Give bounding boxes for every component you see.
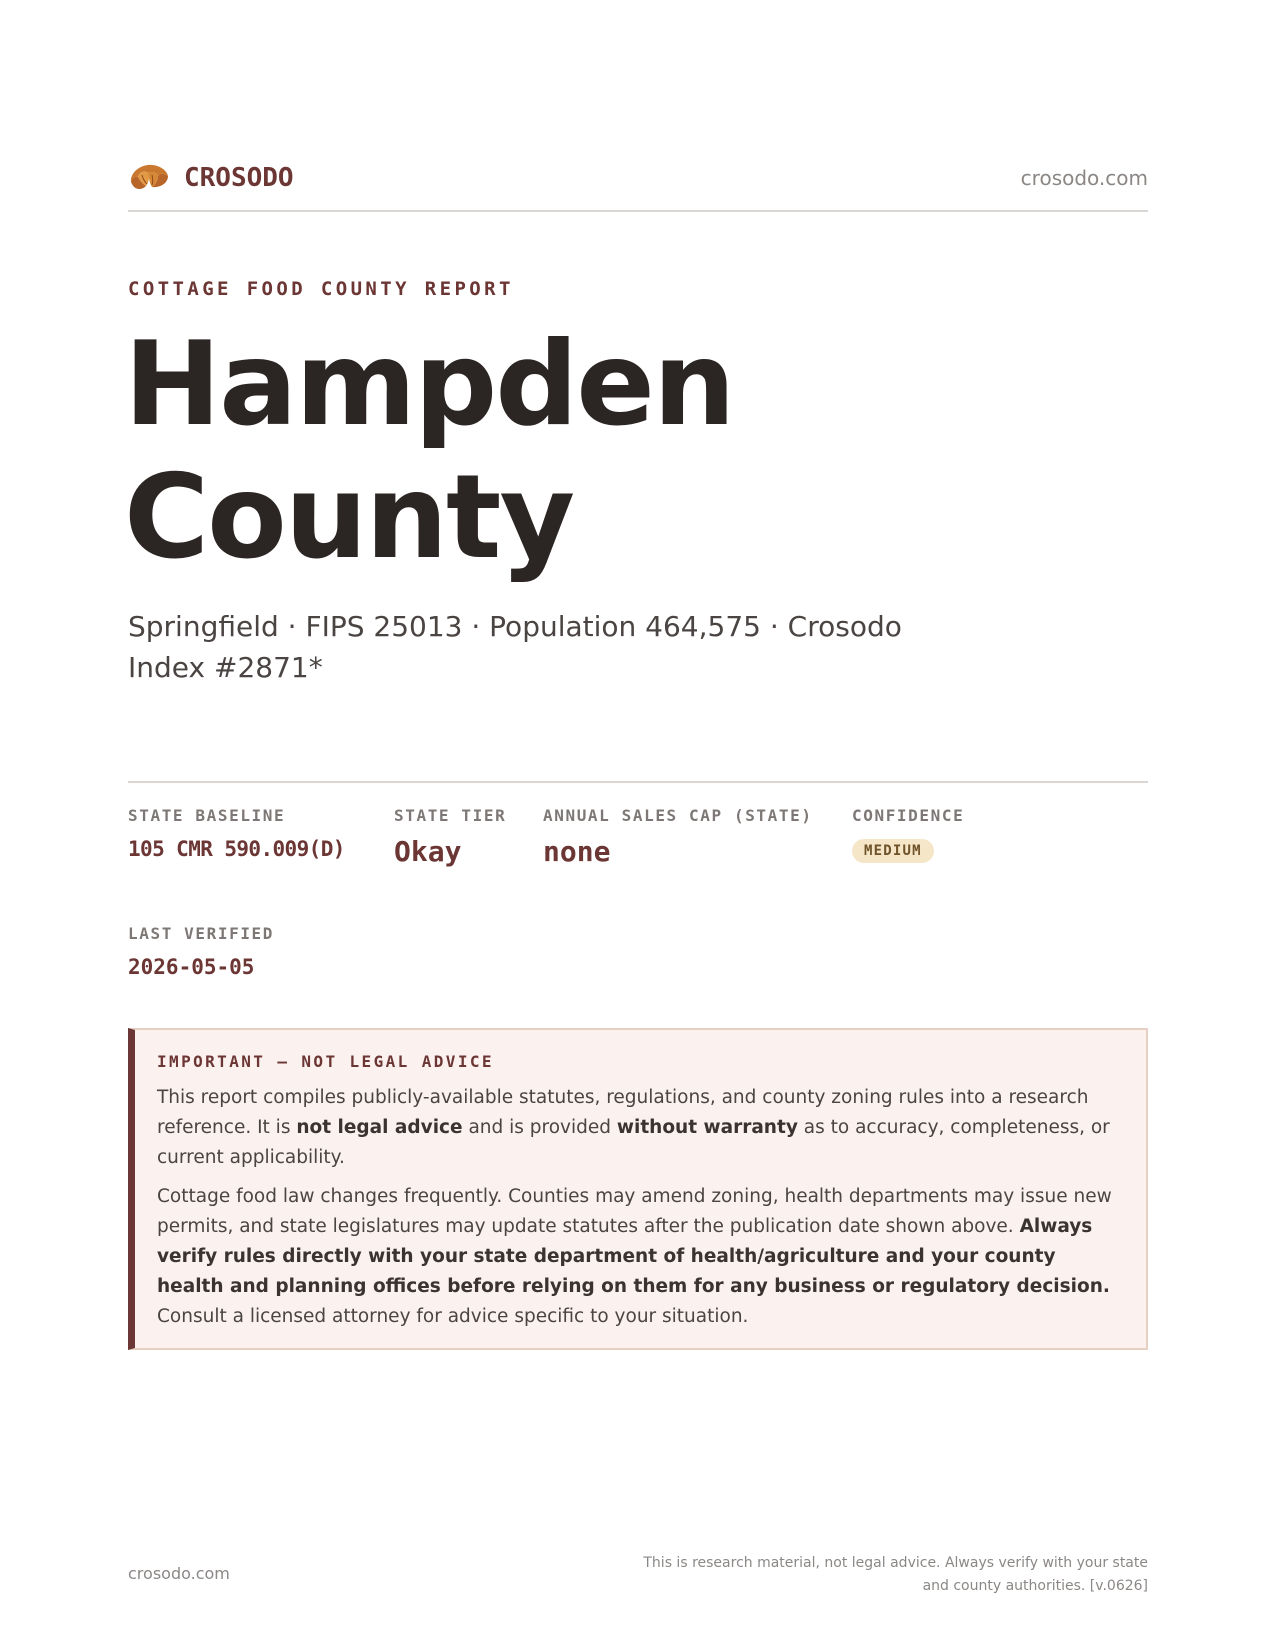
fact-value: 105 CMR 590.009(D) [128,837,345,861]
fact-label: STATE BASELINE [128,806,286,825]
fact-label: CONFIDENCE [852,806,965,825]
fact-value: Okay [394,835,462,868]
fact-state-baseline [128,806,345,861]
fact-state-tier [394,806,506,868]
notice-text: Consult a licensed attorney for advice specific to your situation. [157,1306,749,1327]
fact-value: 2026-05-05 [128,955,255,979]
croissant-icon [128,160,170,196]
notice-text: as to accuracy, completeness, or current applicability. [157,1117,1110,1168]
notice-emphasis: not legal advice [296,1117,463,1138]
county-subline: Springfield · FIPS 25013 · Population 464,575 · Crosodo Index #2871* [128,610,902,684]
fact-last-verified [128,924,274,979]
divider [128,781,1148,783]
report-page [124,0,1148,1650]
report-eyebrow: COTTAGE FOOD COUNTY REPORT [128,278,514,300]
brand[interactable] [128,160,294,196]
fact-sales-cap [543,806,813,868]
notice-text: and is provided [462,1117,617,1138]
notice-emphasis: without warranty [616,1117,798,1138]
brand-name: CROSODO [184,163,294,193]
confidence-badge: MEDIUM [852,839,934,863]
legal-notice [128,1028,1148,1350]
notice-paragraph [157,1083,1122,1173]
header-site-link[interactable]: crosodo.com [1020,166,1148,190]
notice-emphasis: Always verify rules directly with your state department of health/agriculture and your county health and planning offices before relying on them for any business or regulatory decision. [157,1216,1110,1297]
fact-label: ANNUAL SALES CAP (STATE) [543,806,813,825]
fact-value: none [543,835,611,868]
fact-confidence [852,806,964,863]
notice-text: Cottage food law changes frequently. Counties may amend zoning, health departments may issue new permits, and state legislatures may update statutes after the publication date shown above. [157,1186,1112,1237]
county-title: Hampden County [124,317,734,586]
notice-paragraph [157,1182,1122,1332]
footer-disclaimer: This is research material, not legal advice. Always verify with your state and county authorities. [v.0626] [643,1555,1148,1594]
notice-title: IMPORTANT — NOT LEGAL ADVICE [157,1052,494,1071]
fact-label: STATE TIER [394,806,507,825]
header-bar [128,158,1148,212]
notice-text: This report compiles publicly-available statutes, regulations, and county zoning rules into a research reference. It is [157,1087,1089,1138]
fact-label: LAST VERIFIED [128,924,275,943]
footer-site-link[interactable]: crosodo.com [128,1564,230,1583]
